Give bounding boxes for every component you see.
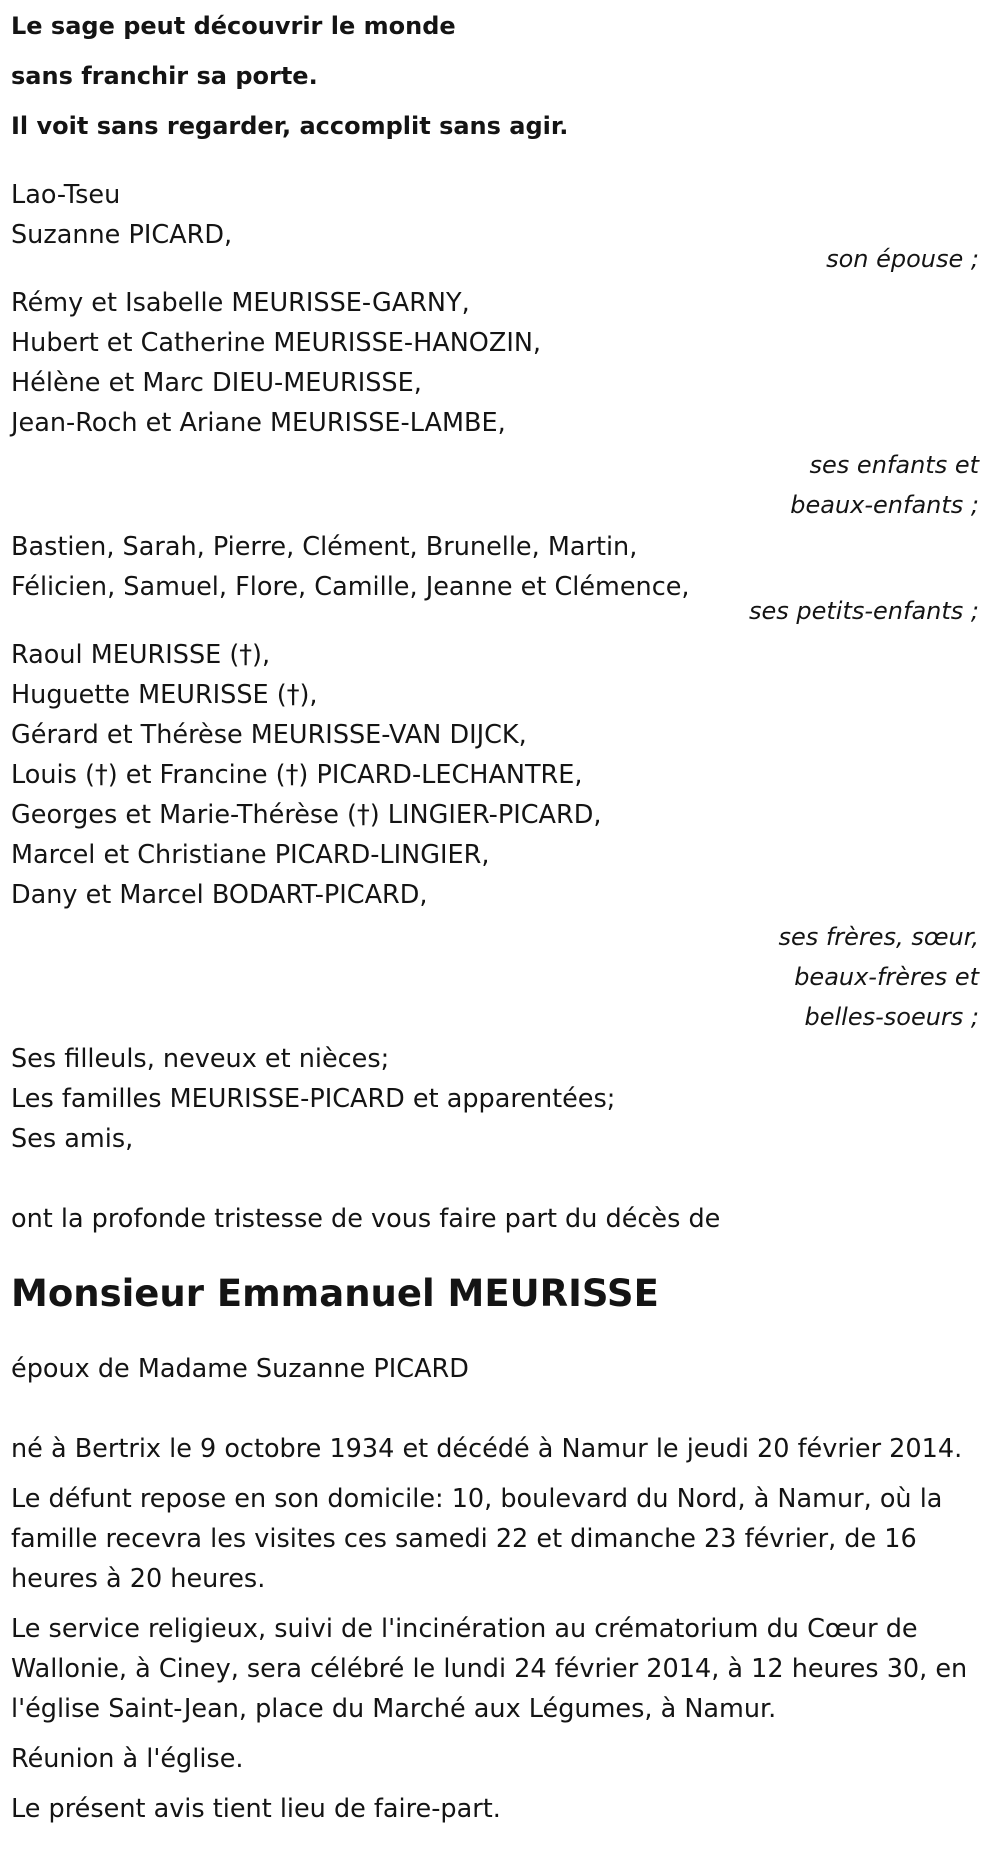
sibling-line: Louis (†) et Francine (†) PICARD-LECHANTRE, — [11, 760, 583, 790]
child-line: Hélène et Marc DIEU-MEURISSE, — [11, 368, 422, 398]
siblings-role-line-1: ses frères, sœur, — [778, 923, 979, 951]
child-line: Jean-Roch et Ariane MEURISSE-LAMBE, — [11, 408, 506, 438]
grandchild-line: Félicien, Samuel, Flore, Camille, Jeanne et Clémence, — [11, 572, 690, 602]
deceased-spouse-line: époux de Madame Suzanne PICARD — [11, 1354, 469, 1384]
grandchildren-role: ses petits-enfants ; — [748, 597, 979, 625]
child-line: Rémy et Isabelle MEURISSE-GARNY, — [11, 288, 470, 318]
spouse-role: son épouse ; — [826, 245, 979, 273]
children-role — [11, 445, 989, 525]
sibling-line: Raoul MEURISSE (†), — [11, 640, 271, 670]
deceased-name: Monsieur Emmanuel MEURISSE — [11, 1272, 659, 1315]
repose-text: Le défunt repose en son domicile: 10, boulevard du Nord, à Namur, où la famille recevra les visites ces samedi 22 et dimanche 23 février, de 16 heures à 20 heures. — [11, 1484, 943, 1594]
meeting-text: Réunion à l'église. — [11, 1744, 244, 1774]
child-line: Hubert et Catherine MEURISSE-HANOZIN, — [11, 328, 542, 358]
others-line: Ses filleuls, neveux et nièces; — [11, 1044, 390, 1074]
sibling-line: Dany et Marcel BODART-PICARD, — [11, 880, 428, 910]
sibling-line: Gérard et Thérèse MEURISSE-VAN DIJCK, — [11, 720, 527, 750]
quote-line-3: Il voit sans regarder, accomplit sans agir. — [11, 112, 569, 140]
quote-line-2: sans franchir sa porte. — [11, 62, 318, 90]
others-list — [11, 1039, 989, 1159]
siblings-list — [11, 635, 989, 915]
siblings-role-line-3: belles-soeurs ; — [804, 1003, 979, 1031]
sibling-line: Marcel et Christiane PICARD-LINGIER, — [11, 840, 490, 870]
others-line: Ses amis, — [11, 1124, 134, 1154]
children-list — [11, 283, 989, 443]
siblings-role — [11, 917, 989, 1037]
quote-block — [11, 0, 989, 151]
birth-death-text: né à Bertrix le 9 octobre 1934 et décédé à Namur le jeudi 20 février 2014. — [11, 1434, 963, 1464]
quote-author: Lao-Tseu — [11, 180, 121, 210]
grandchild-line: Bastien, Sarah, Pierre, Clément, Brunelle, Martin, — [11, 532, 638, 562]
siblings-role-line-2: beaux-frères et — [794, 963, 979, 991]
children-role-line-2: beaux-enfants ; — [790, 491, 979, 519]
children-role-line-1: ses enfants et — [809, 451, 979, 479]
notice-text: Le présent avis tient lieu de faire-part. — [11, 1794, 501, 1824]
spouse-name: Suzanne PICARD, — [11, 220, 233, 250]
sibling-line: Huguette MEURISSE (†), — [11, 680, 318, 710]
sibling-line: Georges et Marie-Thérèse (†) LINGIER-PICARD, — [11, 800, 602, 830]
service-text: Le service religieux, suivi de l'incinération au crématorium du Cœur de Wallonie, à Ciney, sera célébré le lundi 24 février 2014, à 12 heures 30, en l'église Saint-Jean, place du Marché aux Légumes, à Namur. — [11, 1614, 968, 1724]
quote-line-1: Le sage peut découvrir le monde — [11, 12, 456, 40]
others-line: Les familles MEURISSE-PICARD et apparentées; — [11, 1084, 616, 1114]
announcement-text: ont la profonde tristesse de vous faire part du décès de — [11, 1204, 721, 1234]
